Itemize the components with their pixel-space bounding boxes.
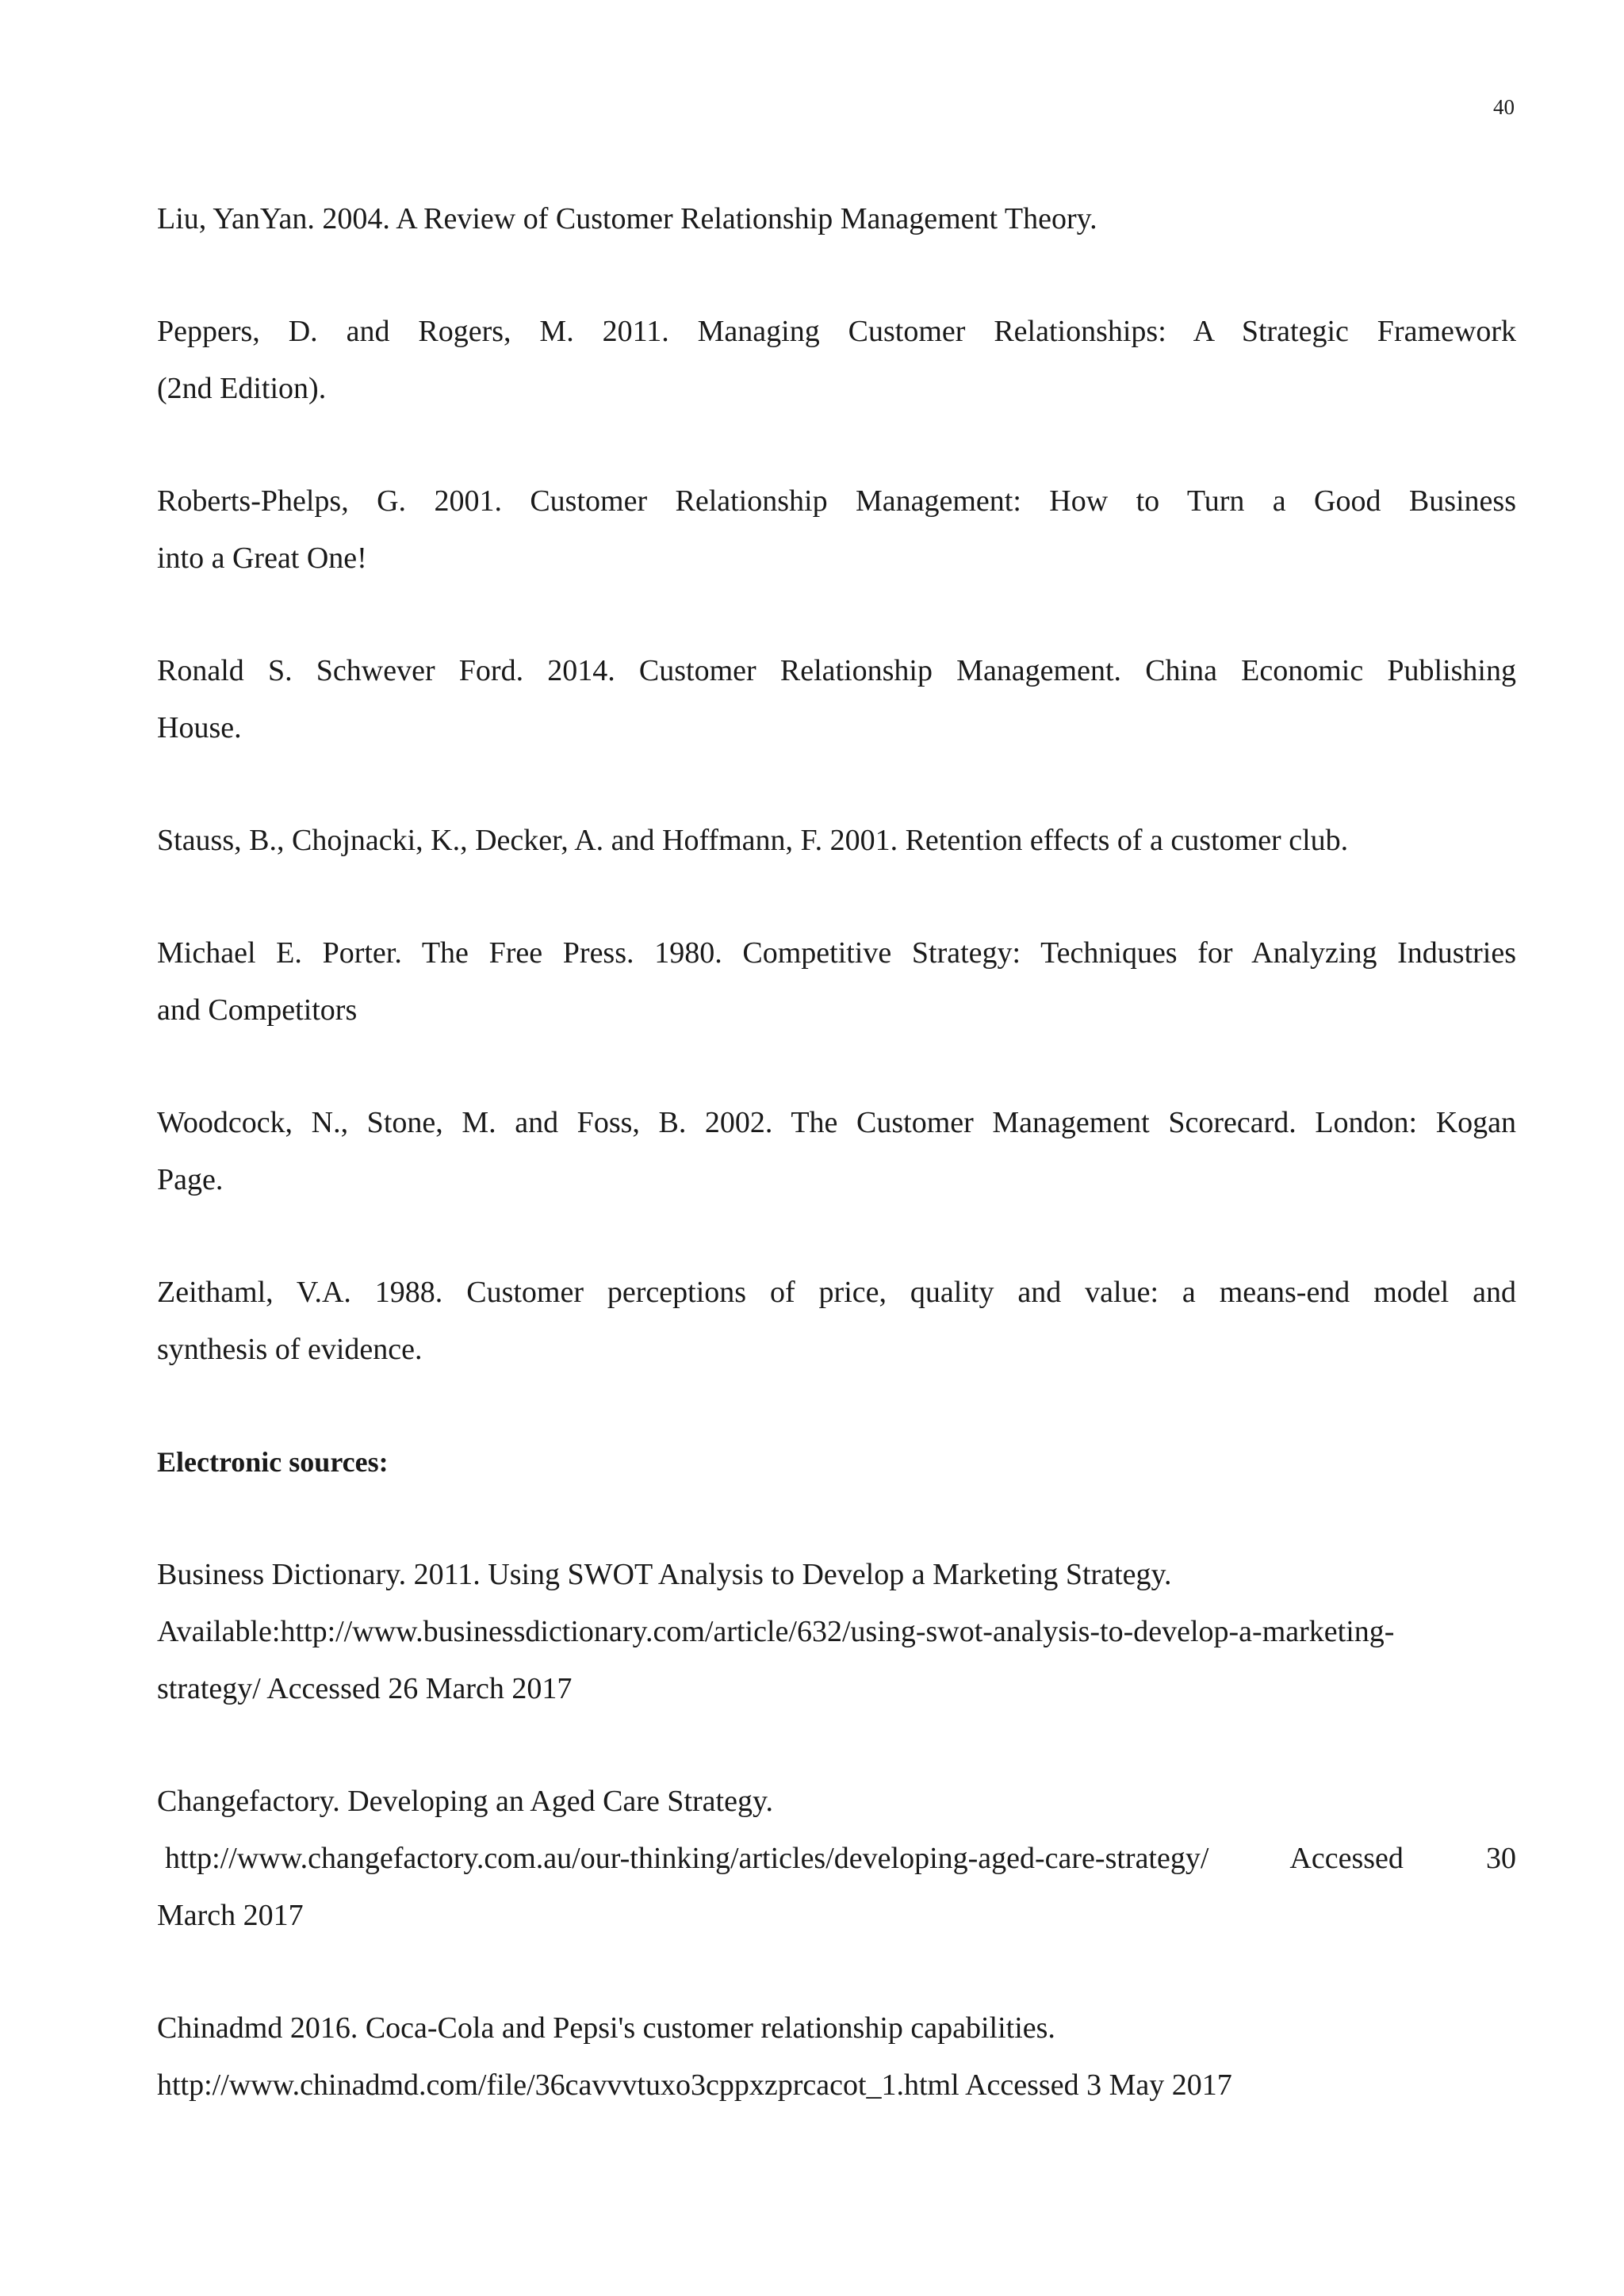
reference-entry xyxy=(157,642,1516,756)
reference-line: House. xyxy=(157,711,242,744)
reference-line: Changefactory. Developing an Aged Care Strategy. xyxy=(157,1785,773,1818)
reference-line: Roberts-Phelps, G. 2001. Customer Relationship Management: How to Turn a Good Business xyxy=(157,484,1516,518)
reference-entry xyxy=(157,303,1516,417)
reference-line: Stauss, B., Chojnacki, K., Decker, A. and Hoffmann, F. 2001. Retention effects of a customer club. xyxy=(157,824,1349,857)
reference-url: Available:http://www.businessdictionary.com/article/632/using-swot-analysis-to-develop-a-marketing- xyxy=(157,1615,1395,1648)
reference-line: Liu, YanYan. 2004. A Review of Customer Relationship Management Theory. xyxy=(157,202,1097,235)
reference-line: March 2017 xyxy=(157,1899,304,1932)
reference-line: (2nd Edition). xyxy=(157,372,327,405)
reference-url: http://www.chinadmd.com/file/36cavvvtuxo3cppxzprcacot_1.html Accessed 3 May 2017 xyxy=(157,2068,1232,2102)
reference-entry xyxy=(157,1094,1516,1208)
reference-entry xyxy=(157,924,1516,1039)
reference-line: and Competitors xyxy=(157,993,358,1027)
reference-line: synthesis of evidence. xyxy=(157,1333,423,1366)
electronic-source-entry xyxy=(157,1546,1516,1717)
reference-line: Chinadmd 2016. Coca-Cola and Pepsi's customer relationship capabilities. xyxy=(157,2011,1055,2045)
reference-line: Michael E. Porter. The Free Press. 1980. Competitive Strategy: Techniques for Analyzing Industries xyxy=(157,936,1516,970)
reference-entry xyxy=(157,1264,1516,1378)
electronic-source-entry xyxy=(157,1999,1516,2114)
page-number: 40 xyxy=(1493,95,1515,119)
reference-line: Business Dictionary. 2011. Using SWOT Analysis to Develop a Marketing Strategy. xyxy=(157,1558,1172,1591)
reference-list xyxy=(157,190,1516,2169)
electronic-sources-heading: Electronic sources: xyxy=(157,1446,389,1478)
reference-entry xyxy=(157,812,1516,869)
reference-line: strategy/ Accessed 26 March 2017 xyxy=(157,1672,573,1705)
reference-line: Ronald S. Schwever Ford. 2014. Customer Relationship Management. China Economic Publishing xyxy=(157,654,1516,687)
reference-entry xyxy=(157,473,1516,587)
reference-line: Peppers, D. and Rogers, M. 2011. Managing Customer Relationships: A Strategic Framework xyxy=(157,315,1516,348)
reference-line: into a Great One! xyxy=(157,541,367,575)
reference-line: Zeithaml, V.A. 1988. Customer perceptions of price, quality and value: a means-end model and xyxy=(157,1276,1516,1309)
electronic-source-entry xyxy=(157,1773,1516,1944)
reference-line: Woodcock, N., Stone, M. and Foss, B. 2002. The Customer Management Scorecard. London: Kogan xyxy=(157,1106,1516,1139)
reference-url: http://www.changefactory.com.au/our-thinking/articles/developing-aged-care-strategy/ Accessed 30 xyxy=(165,1842,1516,1875)
reference-line: Page. xyxy=(157,1163,224,1196)
reference-entry xyxy=(157,190,1516,247)
